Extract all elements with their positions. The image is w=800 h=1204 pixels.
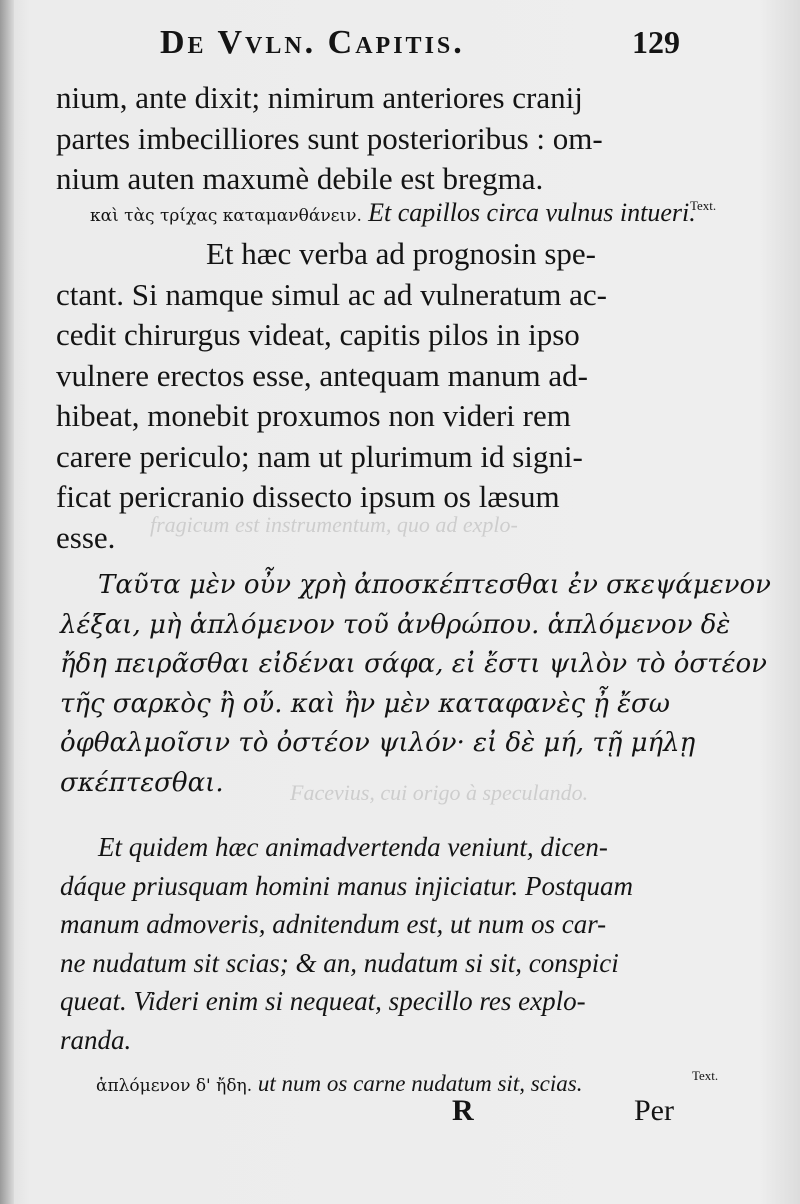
text-line: Et hæc verba ad prognosin spe- [206, 236, 596, 271]
italic-paragraph [60, 828, 684, 1059]
greek-line: ἤδη πειρᾶσθαι εἰδέναι σάφα, εἰ ἔστι ψιλὸν τὸ ὀστέον [60, 649, 767, 680]
page-header [160, 24, 680, 64]
lemma-2 [96, 1064, 720, 1107]
text-line: nium auten maxumè debile est bregma. [56, 161, 544, 196]
italic-line: ne nudatum sit scias; & an, nudatum si sit, conspici [60, 947, 619, 978]
greek-line: ὀφθαλμοῖσιν τὸ ὀστέον ψιλόν· εἰ δὲ μή, τῇ μήλῃ [60, 728, 696, 759]
text-line: partes imbecilliores sunt posterioribus : om- [56, 120, 603, 156]
italic-line: queat. Videri enim si nequeat, specillo res explo- [60, 986, 586, 1016]
show-through-text-2: Facevius, cui origo à speculando. [290, 780, 589, 805]
lemma-latin: ut num os carne nudatum sit, scias. [257, 1071, 583, 1096]
margin-note-1: Text. [690, 198, 717, 213]
italic-line: Et quidem hæc animadvertenda veniunt, dicen- [98, 832, 608, 862]
text-line: nium, ante dixit; nimirum anteriores cranij [56, 80, 583, 115]
text-line: vulnere erectos esse, antequam manum ad- [56, 357, 588, 393]
text-line: ficat pericranio dissecto ipsum os læsum [56, 479, 560, 514]
lemma-greek: ἁπλόμενον δ' ἤδη. [96, 1076, 253, 1096]
running-head: De Vvln. Capitis. [160, 24, 465, 61]
italic-line: randa. [60, 1024, 132, 1055]
catchword: Per [634, 1094, 674, 1127]
greek-line: λέξαι, μὴ ἁπλόμενον τοῦ ἀνθρώπου. ἁπλόμενον δὲ [60, 609, 731, 640]
text-line: ctant. Si namque simul ac ad vulneratum ac- [56, 276, 607, 312]
page-number: 129 [632, 24, 680, 60]
paragraph-2 [56, 234, 680, 558]
text-line: carere periculo; nam ut plurimum id signi- [56, 438, 583, 474]
lemma-latin: Et capillos circa vulnus intueri. [368, 198, 696, 227]
lemma-1 [56, 198, 696, 231]
text-line: cedit chirurgus videat, capitis pilos in ipso [56, 317, 580, 352]
margin-note-2: Text. [692, 1068, 719, 1083]
text-line: hibeat, monebit proxumos non videri rem [56, 398, 571, 433]
italic-line: manum admoveris, adnitendum est, ut num os car- [60, 909, 607, 939]
greek-line: τῆς σαρκὸς ἢ οὔ. καὶ ἢν μὲν καταφανὲς ᾖ ἔσω [60, 688, 671, 719]
greek-line: Ταῦτα μὲν οὖν χρὴ ἀποσκέπτεσθαι ἐν σκεψάμενον [98, 570, 771, 600]
show-through-text-1: fragicum est instrumentum, quo ad explo- [150, 512, 518, 537]
paragraph-1 [56, 78, 680, 200]
greek-paragraph [60, 566, 771, 804]
italic-line: dáque priusquam homini manus injiciatur. Postquam [60, 870, 634, 901]
greek-line: σκέπτεσθαι. [60, 767, 224, 798]
lemma-greek: καὶ τὰς τρίχας καταμανθάνειν. [90, 206, 362, 226]
signature-mark: R [452, 1094, 474, 1127]
text-line: esse. [56, 519, 116, 555]
